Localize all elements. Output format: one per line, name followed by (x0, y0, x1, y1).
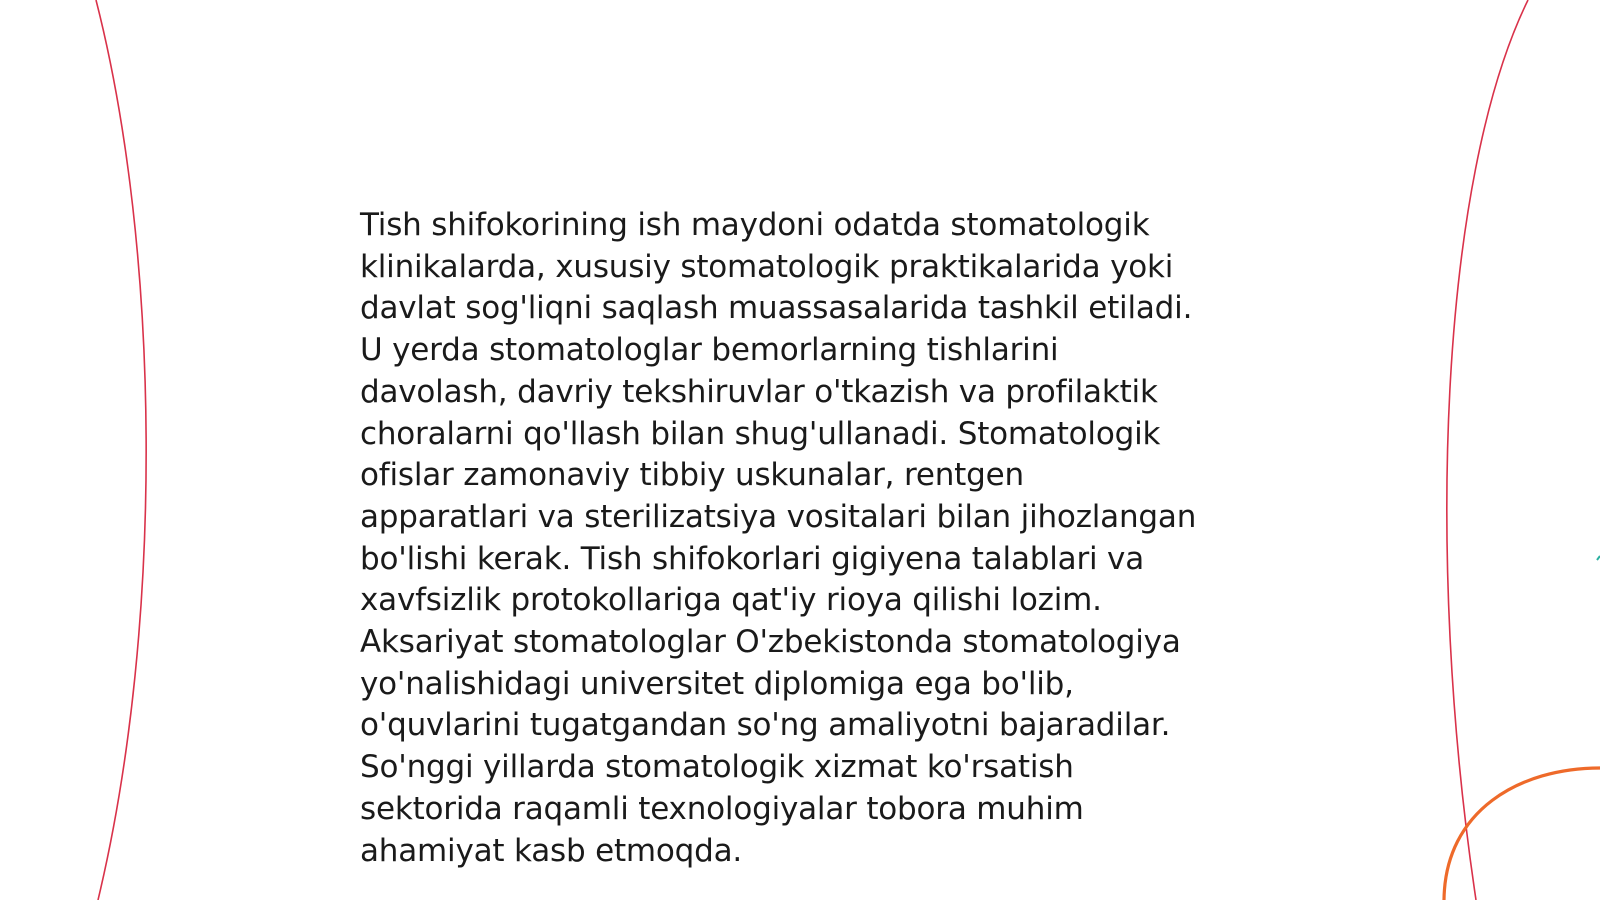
paragraph-line: choralarni qo'llash bilan shug'ullanadi. Stomatologik (360, 415, 1161, 452)
paragraph-line: apparatlari va sterilizatsiya vositalari bilan jihozlangan (360, 498, 1197, 535)
paragraph-line: sektorida raqamli texnologiyalar tobora muhim (360, 790, 1084, 827)
paragraph-line: davlat sog'liqni saqlash muassasalarida tashkil etiladi. (360, 290, 1193, 327)
paragraph-line: yo'nalishidagi universitet diplomiga ega bo'lib, (360, 665, 1074, 702)
paragraph-line: bo'lishi kerak. Tish shifokorlari gigiyena talablari va (360, 540, 1144, 577)
paragraph-line: klinikalarda, xususiy stomatologik praktikalarida yoki (360, 248, 1174, 285)
body-paragraph (360, 205, 1260, 872)
paragraph-line: Aksariyat stomatologlar O'zbekistonda stomatologiya (360, 624, 1181, 661)
paragraph-line: U yerda stomatologlar bemorlarning tishlarini (360, 332, 1059, 369)
paragraph-line: Tish shifokorining ish maydoni odatda stomatologik (360, 207, 1150, 243)
paragraph-line: xavfsizlik protokollariga qat'iy rioya qilishi lozim. (360, 582, 1102, 619)
paragraph-line: So'nggi yillarda stomatologik xizmat ko'rsatish (360, 749, 1074, 786)
paragraph-line: ahamiyat kasb etmoqda. (360, 832, 743, 869)
right-arc-line (1447, 0, 1528, 900)
paragraph-line: o'quvlarini tugatgandan so'ng amaliyotni bajaradilar. (360, 707, 1171, 744)
left-arc-line (96, 0, 146, 900)
paragraph-line: ofislar zamonaviy tibbiy uskunalar, rentgen (360, 457, 1024, 494)
paragraph-line: davolash, davriy tekshiruvlar o'tkazish va profilaktik (360, 373, 1158, 410)
